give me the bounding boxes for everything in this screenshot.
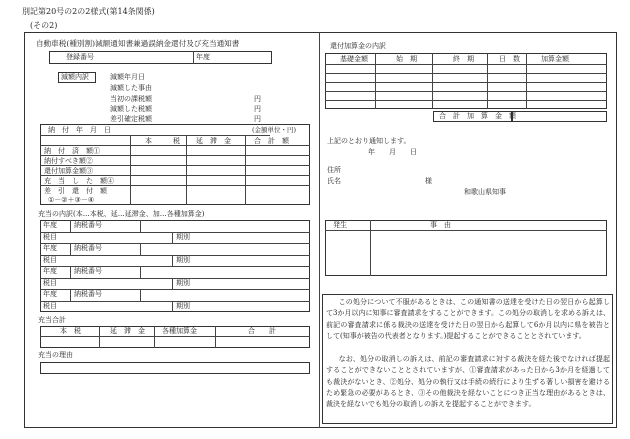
breakdown-title: 充当の内訳(本…本税、延…延滞金、加…各種加算金) xyxy=(38,210,205,218)
notice-statement: 上記のとおり通知します。 xyxy=(327,137,411,145)
refund-header-start: 始 期 xyxy=(396,55,417,63)
breakdown-period-label: 期別 xyxy=(176,301,190,310)
breakdown-period-label: 期別 xyxy=(176,278,190,287)
applied-amount-label: 充 当 し た 額④ xyxy=(44,177,114,185)
total-header-sum: 合 計 xyxy=(248,327,276,335)
col-line xyxy=(140,289,141,301)
col-line xyxy=(370,220,371,276)
col-line xyxy=(140,266,141,278)
name-label: 氏名 xyxy=(327,177,341,185)
breakdown-year-label: 年度 xyxy=(43,290,57,298)
col-line xyxy=(70,289,71,301)
row-line xyxy=(325,64,607,65)
refund-interest-label: 還付加算金額③ xyxy=(44,167,93,175)
form-number: 別記第20号の2の2様式(第14条関係) xyxy=(22,7,155,16)
reason-header: 事 由 xyxy=(430,221,451,229)
breakdown-taxno-label: 納税番号 xyxy=(74,267,102,275)
year-label: 年度 xyxy=(196,53,210,61)
reduced-tax-label: 減額した税額 xyxy=(110,105,152,113)
appeal-notice-2: なお、処分の取消しの訴えは、前記の審査請求に対する裁決を経た後でなければ提起することができないこととされていますが、①審査請求があった日から3か月を経過しても裁決がないとき、②処分、処分の執行又は手続の続行により生ずる著しい損害を避けるため緊急の必要があるとき、③その他裁決を経ないことにつき正当な理由があるときは、裁決を経ないでも処分の取消しの訴えを提起することができます。 xyxy=(326,355,610,409)
row-line xyxy=(325,230,607,231)
reduction-reason-label: 減額した事由 xyxy=(110,84,152,92)
total-header-hon: 本 税 xyxy=(60,327,81,335)
col-line xyxy=(186,135,187,205)
col-line xyxy=(172,301,173,313)
col-line xyxy=(172,255,173,267)
center-divider xyxy=(319,32,320,428)
honorific: 様 xyxy=(425,177,432,185)
breakdown-taxno-label: 納税番号 xyxy=(74,244,102,252)
refund-header-base: 基礎金額 xyxy=(340,55,368,63)
col-line xyxy=(140,220,141,232)
sheet-number: (その2) xyxy=(30,21,58,30)
col-header-total: 合 計 額 xyxy=(254,137,289,145)
col-line xyxy=(432,53,433,109)
paid-date-label: 納 付 年 月 日 xyxy=(48,126,111,134)
notice-title: 自動車税(種別割)減額通知書兼過誤納金還付及び充当通知書 xyxy=(36,39,240,48)
row-line xyxy=(325,91,607,92)
breakdown-period-label: 期別 xyxy=(176,255,190,264)
row-line xyxy=(40,165,310,166)
breakdown-year-label: 年度 xyxy=(43,267,57,275)
col-line xyxy=(172,232,173,244)
yen-unit: 円 xyxy=(254,95,261,103)
row-line xyxy=(40,175,310,176)
row-line xyxy=(40,301,310,302)
reason-label: 充当の理由 xyxy=(38,351,73,359)
row-line xyxy=(40,278,310,279)
row-line xyxy=(40,145,310,146)
col-header-en: 延 滞 金 xyxy=(196,137,231,145)
unit-label: (金額単位・円) xyxy=(252,126,297,134)
breakdown-year-label: 年度 xyxy=(43,244,57,252)
refund-total-field xyxy=(512,111,607,122)
occurrence-label: 発生 xyxy=(333,221,347,229)
breakdown-year-label: 年度 xyxy=(43,221,57,229)
total-header-ka: 各種加算金 xyxy=(162,327,197,335)
breakdown-taxitem-label: 税目 xyxy=(43,301,57,310)
refund-total-label: 合 計 加 算 金 額 xyxy=(439,112,516,120)
refund-header-end: 終 期 xyxy=(453,55,474,63)
col-line xyxy=(215,326,216,348)
breakdown-taxitem-label: 税目 xyxy=(43,255,57,264)
occurrence-table xyxy=(325,220,607,276)
col-line xyxy=(70,243,71,255)
reduction-date-label: 減額年月日 xyxy=(110,73,145,81)
col-line xyxy=(130,135,131,205)
breakdown-period-label: 期別 xyxy=(176,232,190,241)
col-line xyxy=(70,266,71,278)
refund-breakdown-title: 還付加算金の内訳 xyxy=(330,42,386,50)
row-line xyxy=(325,100,607,101)
row-line xyxy=(325,82,607,83)
breakdown-taxitem-label: 税目 xyxy=(43,232,57,241)
row-line xyxy=(40,255,310,256)
reason-field xyxy=(40,362,310,374)
original-tax-label: 当初の課税額 xyxy=(110,95,152,103)
col-line xyxy=(487,53,488,109)
row-line xyxy=(40,155,310,156)
col-line xyxy=(140,243,141,255)
refund-header-amount: 加算金額 xyxy=(541,55,569,63)
due-amount-label: 納付すべき額② xyxy=(44,157,93,165)
row-line xyxy=(325,73,607,74)
yen-unit: 円 xyxy=(254,105,261,113)
col-line xyxy=(245,135,246,205)
yen-unit: 円 xyxy=(254,115,261,123)
refund-header-days: 日 数 xyxy=(499,55,520,63)
paid-amount-label: 納 付 済 額① xyxy=(44,147,100,155)
col-line xyxy=(70,220,71,232)
net-refund-label: 差 引 還 付 額 xyxy=(44,187,107,195)
reg-no-label: 登録番号 xyxy=(66,53,94,61)
reduction-detail-label: 減額内訳 xyxy=(61,73,89,81)
col-line xyxy=(154,326,155,348)
appeal-notice-1: この処分について不服があるときは、この通知書の送達を受けた日の翌日から起算して3か月以内に知事に審査請求をすることができます。この処分の取消しを求める訴えは、前記の審査請求に係る裁決の送達を受けた日の翌日から起算して6か月以内に県を被告として(知事が被告の代表者となります。)提起することができることとされています。 xyxy=(326,298,610,340)
col-header-hon: 本 税 xyxy=(145,137,180,145)
address-label: 住所 xyxy=(327,166,341,174)
breakdown-taxno-label: 納税番号 xyxy=(74,290,102,298)
total-title: 充当合計 xyxy=(38,316,66,324)
row-line xyxy=(40,336,310,337)
col-line xyxy=(375,53,376,109)
row-line xyxy=(40,135,270,136)
notice-date: 年 月 日 xyxy=(368,148,417,156)
breakdown-taxitem-label: 税目 xyxy=(43,278,57,287)
breakdown-taxno-label: 納税番号 xyxy=(74,221,102,229)
total-header-en: 延 滞 金 xyxy=(110,327,145,335)
col-line xyxy=(526,53,527,109)
row-line xyxy=(40,185,310,186)
net-refund-formula: ①－②＋③－④ xyxy=(48,196,95,204)
col-line xyxy=(172,278,173,290)
issuer: 和歌山県知事 xyxy=(464,188,506,196)
row-line xyxy=(40,232,310,233)
reg-no-divider xyxy=(193,51,194,64)
col-line xyxy=(99,326,100,348)
final-tax-label: 差引確定税額 xyxy=(110,115,152,123)
